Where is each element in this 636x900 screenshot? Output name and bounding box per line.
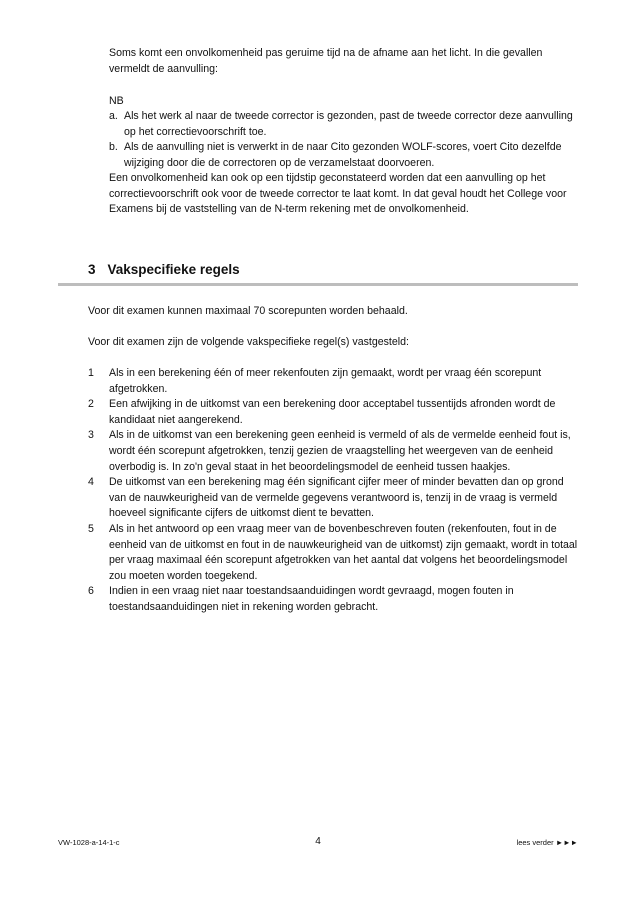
rule-number: 4 — [88, 476, 94, 489]
intro-paragraph: Soms komt een onvolkomenheid pas geruime tijd na de afname aan het licht. In die gevallen vermeldt de aanvulling: — [109, 47, 543, 75]
rules-intro-paragraph: Voor dit examen zijn de volgende vakspecifieke regel(s) vastgesteld: — [88, 336, 409, 348]
rule-item — [88, 584, 578, 615]
nb-item-text: Als de aanvulling niet is verwerkt in de naar Cito gezonden WOLF-scores, voert Cito dezelfde wijziging door die de correctoren op de verzamelstaat doorvoeren. — [124, 141, 562, 169]
rule-text: Als in een berekening één of meer rekenfouten zijn gemaakt, wordt per vraag één scorepunt afgetrokken. — [109, 367, 542, 395]
section-title: Vakspecifieke regels — [107, 262, 240, 277]
footer-code: VW-1028-a-14-1-c — [58, 838, 120, 847]
nb-item-a — [109, 109, 579, 140]
section-number: 3 — [88, 262, 96, 277]
nb-item-text: Als het werk al naar de tweede corrector is gezonden, past de tweede corrector deze aanvulling op het correctievoorschrift toe. — [124, 110, 573, 138]
nb-item-label: a. — [109, 110, 118, 122]
rule-item — [88, 522, 578, 584]
nb-item-b — [109, 140, 579, 171]
rule-number: 2 — [88, 398, 94, 411]
rule-item — [88, 366, 578, 397]
nb-item-label: b. — [109, 141, 118, 154]
closing-paragraph: Een onvolkomenheid kan ook op een tijdstip geconstateerd worden dat een aanvulling op het correctievoorschrift ook voor de tweede corrector te laat komt. In dat geval houdt het College voor Examens bij de vaststelling van de N-term rekening met de onvolkomenheid. — [109, 172, 567, 216]
rule-item — [88, 397, 578, 428]
rule-text: De uitkomst van een berekening mag één significant cijfer meer of minder bevatten dan op grond van de nauwkeurigheid van de vermelde gegevens verantwoord is, tenzij in de vraag is vermeld hoeveel significante cijfers de uitkomst dient te bevatten. — [109, 476, 564, 520]
rule-number: 5 — [88, 522, 94, 535]
rule-text: Indien in een vraag niet naar toestandsaanduidingen wordt gevraagd, mogen fouten in toestandsaanduidingen niet in rekening worden gebracht. — [109, 585, 514, 613]
page-number: 4 — [315, 836, 321, 847]
max-score-paragraph: Voor dit examen kunnen maximaal 70 scorepunten worden behaald. — [88, 305, 408, 317]
nb-list — [109, 109, 579, 171]
rule-text: Een afwijking in de uitkomst van een berekening door acceptabel tussentijds afronden wordt de kandidaat niet aangerekend. — [109, 398, 556, 426]
rule-text: Als in de uitkomst van een berekening geen eenheid is vermeld of als de vermelde eenheid fout is, wordt één scorepunt afgetrokken, tenzij gezien de vraagstelling het weergeven van de eenheid overbodig is. In zo'n geval staat in het beoordelingsmodel de eenheid tussen haakjes. — [109, 429, 571, 473]
rule-item — [88, 428, 578, 475]
section-divider — [58, 283, 578, 286]
next-page-link[interactable]: lees verder ►►► — [516, 838, 578, 847]
rule-number: 1 — [88, 367, 94, 379]
rule-number: 3 — [88, 429, 94, 442]
section-heading — [88, 262, 240, 277]
rule-number: 6 — [88, 585, 94, 598]
rule-text: Als in het antwoord op een vraag meer van de bovenbeschreven fouten (rekenfouten, fout in de eenheid van de uitkomst en fout in de nauwkeurigheid van de uitkomst) zijn gemaakt, wordt in totaal per vraag maximaal één scorepunt afgetrokken van het aantal dat volgens het beoordelingsmodel zou moeten worden toegekend. — [109, 522, 578, 582]
rules-list — [88, 366, 578, 616]
rule-item — [88, 475, 578, 522]
nb-label: NB — [109, 95, 124, 107]
